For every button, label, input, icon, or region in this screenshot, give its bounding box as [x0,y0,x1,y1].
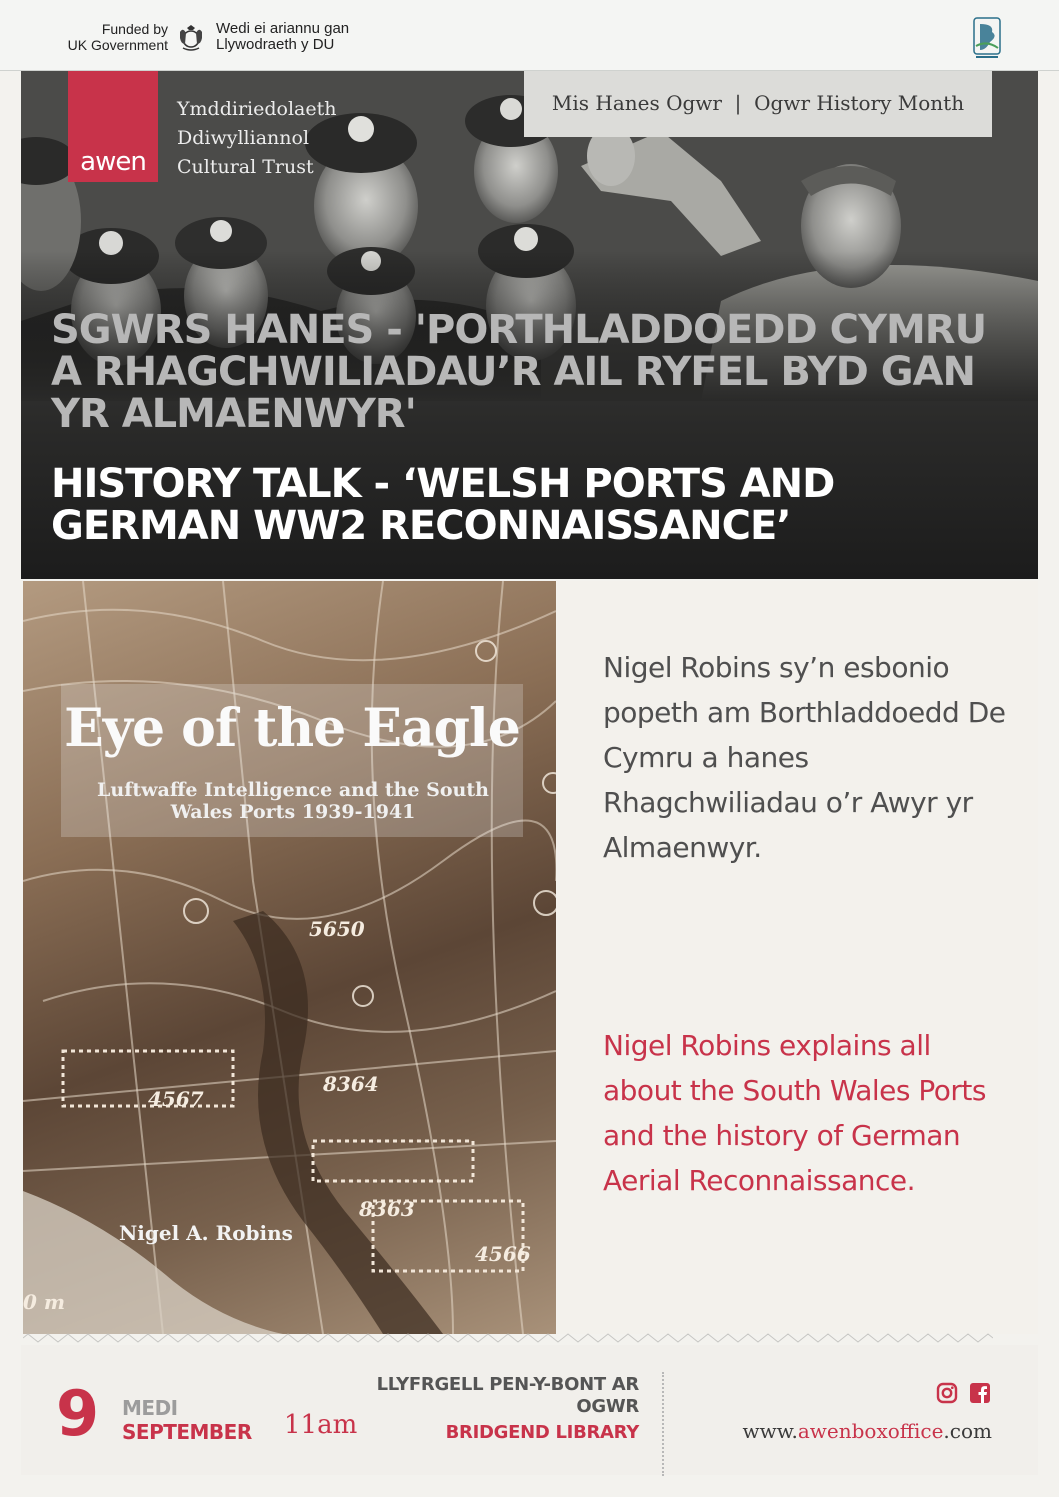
trust-line1: Ymddiriedolaeth [177,98,337,120]
funding-cy-line1: Wedi ei ariannu gan [216,20,350,37]
description-english: Nigel Robins explains all about the South Wales Ports and the history of German Aerial Reconnaissance. [603,1029,986,1197]
website-prefix: www. [742,1419,798,1443]
book-author: Nigel A. Robins [119,1221,293,1245]
history-month-badge [524,71,992,137]
funding-bar [0,0,1059,71]
venue-welsh: LLYFRGELL PEN-Y-BONT AR OGWR [376,1374,639,1417]
event-title-welsh: SGWRS HANES - 'PORTHLADDOEDD CYMRU A RHAGCHWILIADAU’R AIL RYFEL BYD GAN YR ALMAENWYR' [51,307,987,437]
website-suffix: .com [943,1419,992,1443]
svg-text:5650: 5650 [309,917,365,941]
hero-banner [21,71,1038,579]
funding-text-en [40,21,168,53]
svg-text:8363: 8363 [359,1197,415,1221]
event-title-english: HISTORY TALK - ‘WELSH PORTS AND GERMAN WW2 RECONNAISSANCE’ [51,461,835,549]
trust-line3: Cultural Trust [177,156,314,178]
book-subtitle-line1: Luftwaffe Intelligence and the South [97,779,489,801]
book-cover-image [23,581,556,1334]
funding-cy-line2: Llywodraeth y DU [216,36,335,53]
website-link[interactable] [600,1419,992,1443]
venue-english: BRIDGEND LIBRARY [445,1422,639,1443]
trust-line2: Ddiwylliannol [177,127,310,149]
funding-text-cy [216,21,349,53]
book-subtitle-line2: Wales Ports 1939-1941 [170,801,416,823]
royal-crest-icon [176,24,206,52]
event-time: 11am [284,1410,358,1440]
svg-text:8364: 8364 [323,1072,379,1096]
event-month-welsh: MEDI [122,1396,178,1420]
funding-en-line1: Funded by [101,21,168,37]
awen-logo-text: awen [80,147,146,177]
facebook-icon[interactable] [969,1382,991,1404]
awen-logo [68,71,158,182]
event-month-english: SEPTEMBER [122,1420,252,1444]
book-title: Eye of the Eagle [64,698,520,759]
bridgend-council-logo [968,12,1006,62]
svg-text:4567: 4567 [148,1087,204,1111]
svg-text:4566: 4566 [475,1242,531,1266]
history-month-label: Mis Hanes Ogwr | Ogwr History Month [551,91,965,115]
cultural-trust-name [177,95,337,182]
description-welsh: Nigel Robins sy’n esbonio popeth am Borthladdoedd De Cymru a hanes Rhagchwiliadau o’r Awyr yr Almaenwyr. [603,651,1006,864]
funding-en-line2: UK Government [67,37,168,53]
book-subtitle [73,779,513,823]
instagram-icon[interactable] [936,1382,958,1404]
website-domain: awenboxoffice [797,1419,944,1443]
svg-text:0 m: 0 m [23,1290,66,1314]
event-day: 9 [56,1377,100,1450]
zigzag-divider [23,1333,993,1343]
